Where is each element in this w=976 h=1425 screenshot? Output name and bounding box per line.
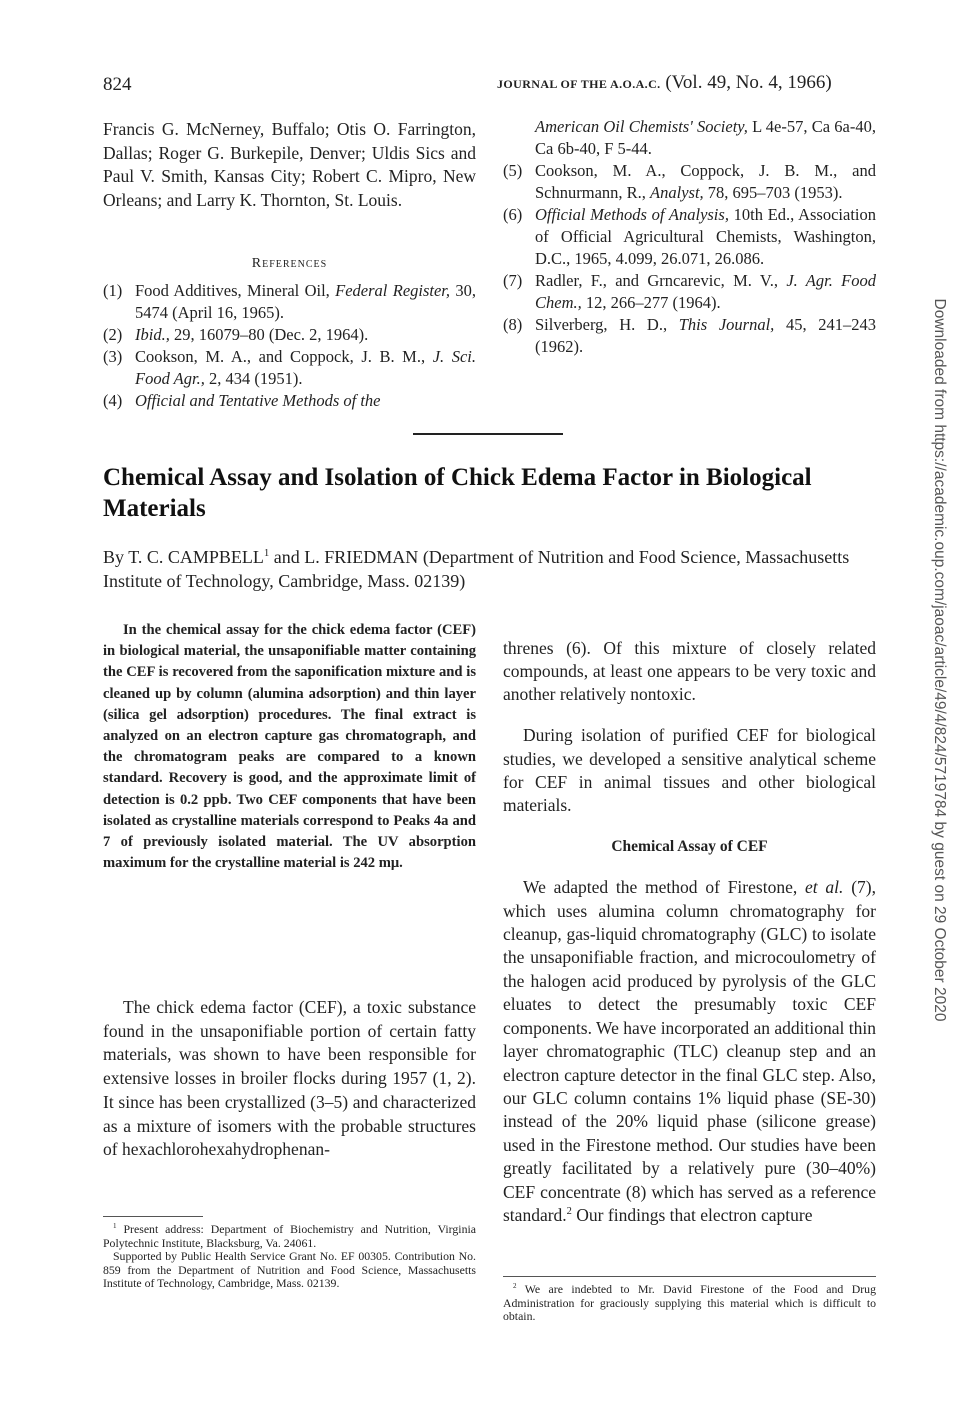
footnote-support: Supported by Public Health Service Grant No. EF 00305. Contribution No. 859 from the Department of Nutrition and Food Science, Massachusetts Institute of Technology, Cambridge, Mass. 02139. (103, 1249, 476, 1291)
footnote-rule (103, 1216, 203, 1217)
right-column-body (503, 619, 876, 1245)
author-friedman: L. FRIEDMAN (304, 547, 419, 567)
affiliation: (Department of Nutrition and Food Science, Massachusetts Institute of Technology, Cambridge, Mass. 02139) (103, 547, 850, 591)
section-divider (413, 433, 563, 435)
reference-item: (6) Official Methods of Analysis, 10th Ed., Association of Official Agricultural Chemists, Washington, D.C., 1965, 4.099, 26.071, 26.086. (503, 205, 876, 268)
body-paragraph: threnes (6). Of this mixture of closely related compounds, at least one appears to be very toxic and another relatively nontoxic. (503, 637, 876, 705)
page-number: 824 (103, 74, 132, 95)
download-notice: Downloaded from https://academic.oup.com/jaoac/article/49/4/824/5719784 by guest on 29 October 2020 (931, 298, 948, 1022)
reference-item: (7) Radler, F., and Grncarevic, M. V., J. Agr. Food Chem., 12, 266–277 (1964). (503, 271, 876, 312)
footnote-1: $^1$ Present address: Department of Biochemistry and Nutrition, Virginia Polytechnic Institute, Blacksburg, Va. 24061. (103, 1222, 476, 1250)
body-paragraph: During isolation of purified CEF for biological studies, we developed a sensitive analytical scheme for CEF in animal tissues and other biological materials. (503, 725, 876, 816)
references-list-right (503, 116, 876, 358)
journal-name: JOURNAL OF THE A.O.A.C. (497, 77, 661, 91)
footnotes-left (103, 1223, 476, 1291)
reference-item: (4) Official and Tentative Methods of the (103, 391, 381, 410)
intro-paragraph: The chick edema factor (CEF), a toxic substance found in the unsaponifiable portion of certain fatty materials, was shown to have been responsible for extensive losses in broiler flocks during 1957 (1, 2). It since has been crystallized (3–5) and characterized as a mixture of isomers with the probable structures of hexachlorohexahydrophenan- (103, 997, 476, 1160)
journal-volume: (Vol. 49, No. 4, 1966) (665, 72, 832, 93)
references-list-left (103, 280, 476, 412)
footnote-rule (503, 1276, 876, 1277)
abstract: In the chemical assay for the chick edema factor (CEF) in biological material, the unsaponifiable matter containing the CEF is recovered from the saponification mixture and is cleaned up by column (alumina adsorption) and thin layer (silica gel adsorption) procedures. The final extract is analyzed on an electron capture gas chromatograph, and the chromatogram peaks are compared to a known standard. Recovery is good, and the approximate limit of detection is 0.2 ppb. Two CEF components that have been isolated as crystalline materials correspond to Peaks 4a and 7 of previously isolated material. The UV absorption maximum for the crystalline material is 242 mμ. (103, 622, 476, 872)
reference-item: American Oil Chemists' Society, L 4e-57, Ca 6a-40, Ca 6b-40, F 5-44. (535, 117, 876, 158)
article-title: Chemical Assay and Isolation of Chick Edema Factor in Biological Materials (103, 464, 812, 522)
body-paragraph: We adapted the method of Firestone, et al. (7), which uses alumina column chromatography for cleanup, gas-liquid chromatography (GLC) to isolate the unsaponifiable fraction, and microcoulometry of the halogen acid produced by pyrolysis of the GLC eluates to detect the presumably toxic CEF components. We have incorporated an additional thin layer chromatographic (TLC) cleanup step and an electron capture detector in the final GLC step. Also, our GLC column contains 1% liquid phase (SE-30) instead of the 20% liquid phase (silicone grease) used in the Firestone method. Our studies have been greatly facilitated by a relatively pure (30–40%) CEF concentrate (8) which has served as a reference standard.$^2$ Our findings that electron capture (503, 877, 876, 1225)
reference-item: (5) Cookson, M. A., Coppock, J. B. M., and Schnurmann, R., Analyst, 78, 695–703 (1953). (503, 161, 876, 202)
byline: By T. C. CAMPBELL$^1$ and L. FRIEDMAN (Department of Nutrition and Food Science, Massachusetts Institute of Technology, Cambridge, Mass. 02139) (103, 547, 850, 591)
acknowledgement-text: Francis G. McNerney, Buffalo; Otis O. Farrington, Dallas; Roger G. Burkepile, Denver; Uldis Sics and Paul V. Smith, Kansas City; Robert C. Mipro, New Orleans; and Larry K. Thornton, St. Louis. (103, 119, 476, 210)
references-heading: References (251, 256, 328, 271)
footnote-2: $^2$ We are indebted to Mr. David Firestone of the Food and Drug Administration for graciously supplying this material which is difficult to obtain. (503, 1282, 876, 1324)
journal-header (497, 72, 832, 94)
reference-item: (8) Silverberg, H. D., This Journal, 45, 241–243 (1962). (503, 315, 877, 356)
reference-item: (2) Ibid., 29, 16079–80 (Dec. 2, 1964). (103, 325, 369, 344)
section-heading: Chemical Assay of CEF (611, 838, 768, 856)
reference-item: (3) Cookson, M. A., and Coppock, J. B. M., J. Sci. Food Agr., 2, 434 (1951). (103, 347, 477, 388)
author-campbell: T. C. CAMPBELL (128, 547, 264, 567)
reference-item: (1) Food Additives, Mineral Oil, Federal Register, 30, 5474 (April 16, 1965). (103, 281, 477, 322)
